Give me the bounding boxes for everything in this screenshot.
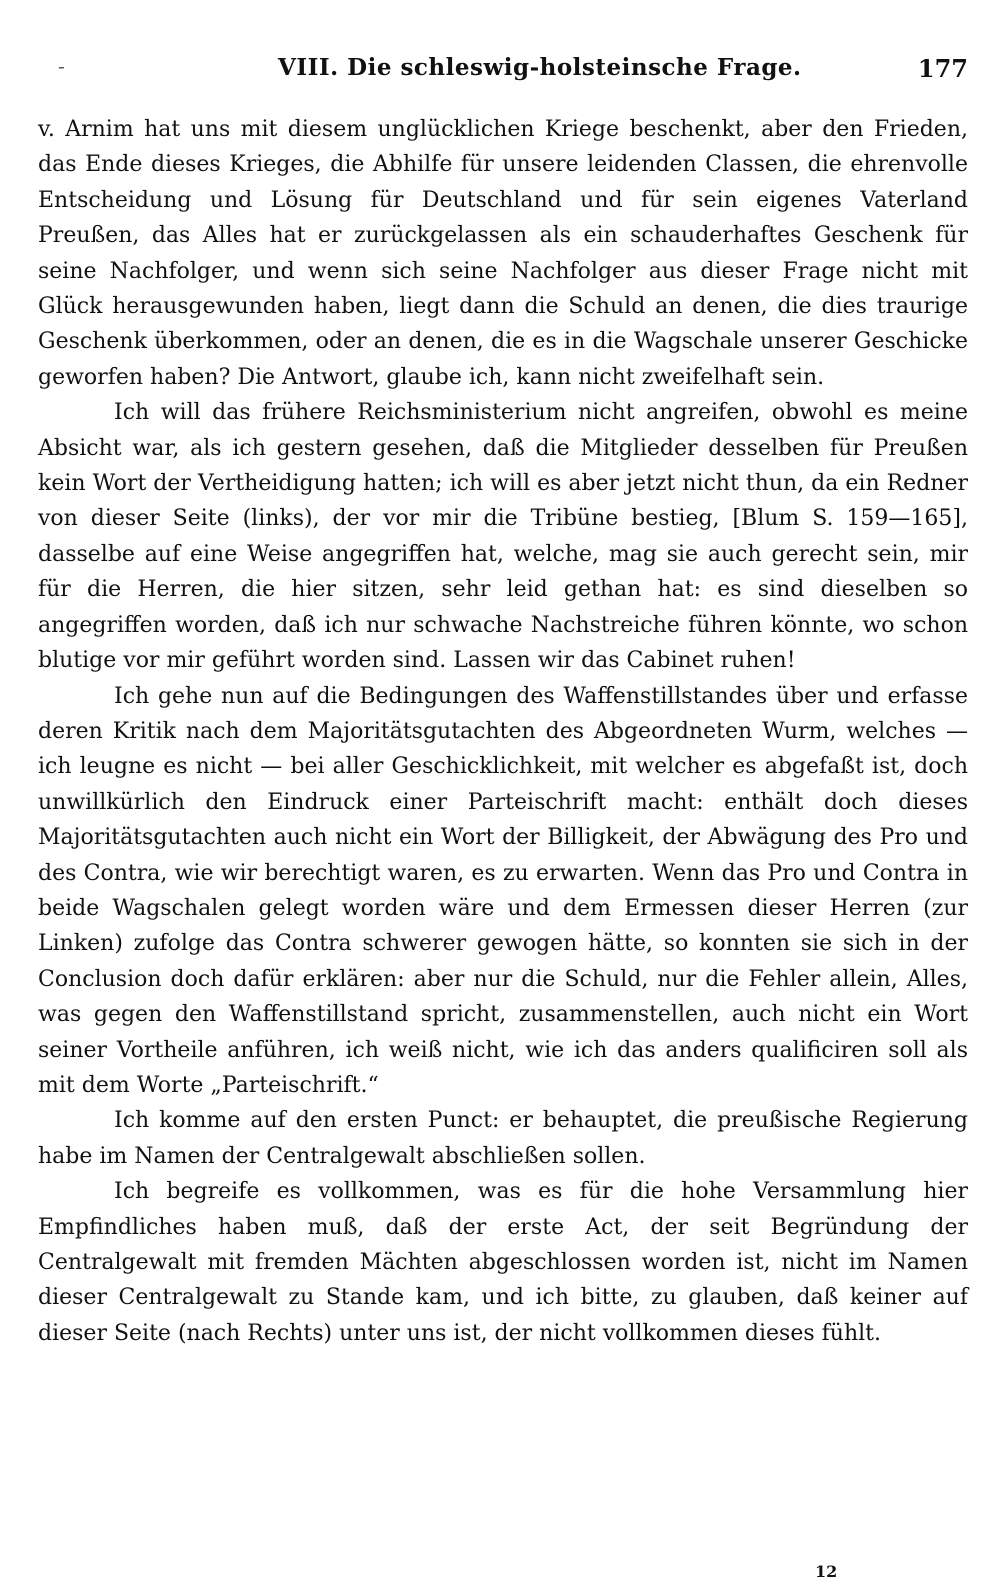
margin-mark: - [58, 54, 65, 78]
body-text [38, 112, 968, 1351]
paragraph-1: v. Arnim hat uns mit diesem unglücklichen Kriege beschenkt, aber den Frieden, das Ende dieses Krieges, die Abhilfe für unsere leidenden Classen, die ehrenvolle Entscheidung und Lösung für Deutschland und für sein eigenes Vaterland Preußen, das Alles hat er zurückgelassen als ein schauderhaftes Geschenk für seine Nachfolger, und wenn sich seine Nachfolger aus dieser Frage nicht mit Glück herausgewunden haben, liegt dann die Schuld an denen, die dies traurige Geschenk überkommen, oder an denen, die es in die Wagschale unserer Geschicke geworfen haben? Die Antwort, glaube ich, kann nicht zweifelhaft sein. [38, 117, 968, 390]
paragraph-3: Ich gehe nun auf die Bedingungen des Waffenstillstandes über und erfasse deren Kritik nach dem Majoritätsgutachten des Abgeordneten Wurm, welches — ich leugne es nicht — bei aller Geschicklichkeit, mit welcher es abgefaßt ist, doch unwillkürlich den Eindruck einer Parteischrift macht: enthält doch dieses Majoritätsgutachten auch nicht ein Wort der Billigkeit, der Abwägung des Pro und des Contra, wie wir berechtigt waren, es zu erwarten. Wenn das Pro und Contra in beide Wagschalen gelegt worden wäre und dem Ermessen dieser Herren (zur Linken) zufolge das Contra schwerer gewogen hätte, so konnten sie sich in der Conclusion doch dafür erklären: aber nur die Schuld, nur die Fehler allein, Alles, was gegen den Waffenstillstand spricht, zusammenstellen, auch nicht ein Wort seiner Vortheile anführen, ich weiß nicht, wie ich das anders qualificiren soll als mit dem Worte „Parteischrift.“ [38, 683, 968, 1098]
paragraph-2: Ich will das frühere Reichsministerium nicht angreifen, obwohl es meine Absicht war, als ich gestern gesehen, daß die Mitglieder desselben für Preußen kein Wort der Vertheidigung hatten; ich will es aber jetzt nicht thun, da ein Redner von dieser Seite (links), der vor mir die Tribüne bestieg, [Blum S. 159—165], dasselbe auf eine Weise angegriffen hat, welche, mag sie auch gerecht sein, mir für die Herren, die hier sitzen, sehr leid gethan hat: es sind dieselben so angegriffen worden, daß ich nur schwache Nachstreiche führen könnte, wo schon blutige vor mir geführt worden sind. Lassen wir das Cabinet ruhen! [38, 400, 968, 674]
page-header [38, 54, 968, 86]
paragraph-4: Ich komme auf den ersten Punct: er behauptet, die preußische Regierung habe im Namen der Centralgewalt abschließen sollen. [38, 1108, 968, 1169]
running-head: VIII. Die schleswig-holsteinsche Frage. [278, 54, 802, 81]
page-number: 177 [917, 54, 968, 83]
signature-mark: 12 [815, 1562, 838, 1581]
paragraph-5: Ich begreife es vollkommen, was es für die hohe Versammlung hier Empfindliches haben muß, daß der erste Act, der seit Begründung der Centralgewalt mit fremden Mächten abgeschlossen worden ist, nicht im Namen dieser Centralgewalt zu Stande kam, und ich bitte, zu glauben, daß keiner auf dieser Seite (nach Rechts) unter uns ist, der nicht vollkommen dieses fühlt. [38, 1179, 968, 1346]
